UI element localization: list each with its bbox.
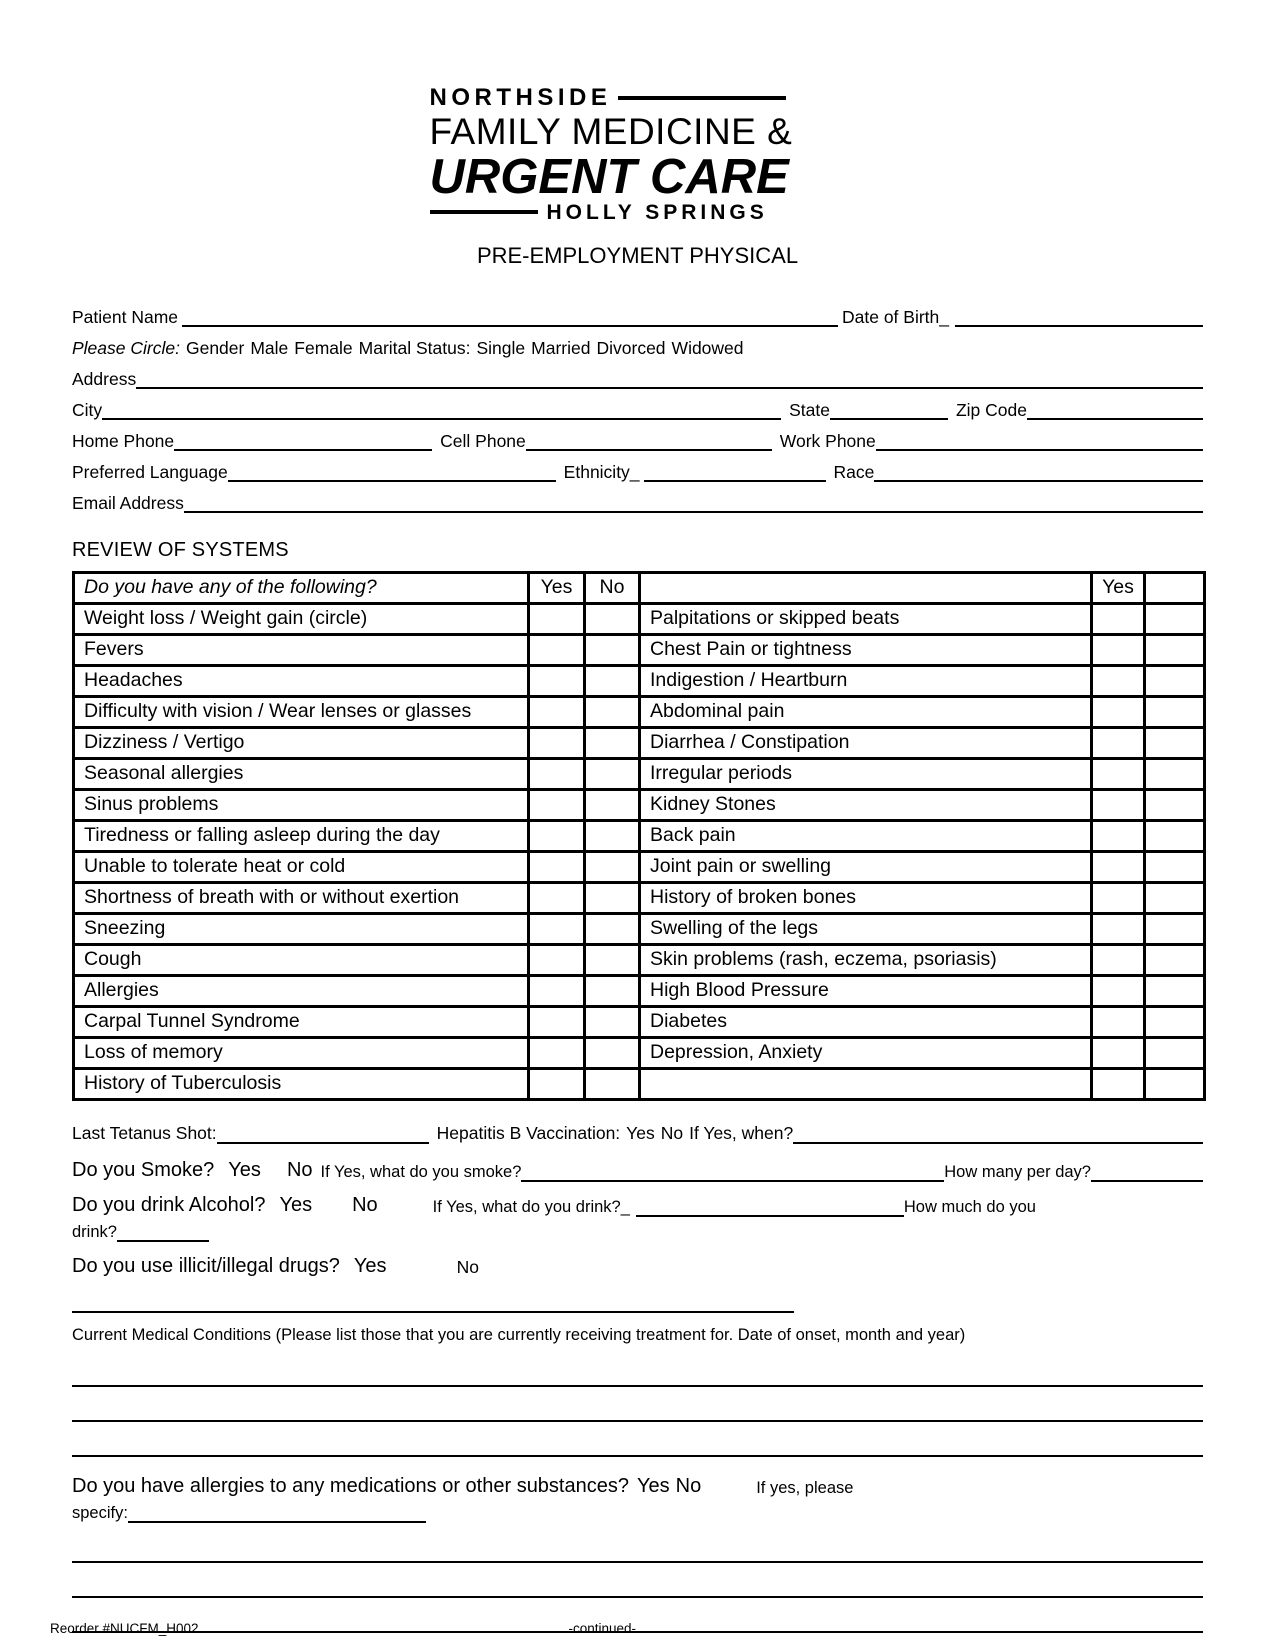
- ros-row: [74, 1037, 1205, 1068]
- review-of-systems-heading: REVIEW OF SYSTEMS: [72, 538, 289, 561]
- ros-row: [74, 1068, 1205, 1099]
- allergy-if-yes-label: If yes, please: [756, 1478, 854, 1497]
- patient-info-section: [72, 307, 1203, 513]
- symptom-label-left: Fevers: [74, 634, 529, 665]
- alcohol-question: Do you drink Alcohol?: [72, 1193, 266, 1216]
- symptom-label-left: Loss of memory: [74, 1037, 529, 1068]
- yes-cell-left[interactable]: [529, 634, 585, 665]
- notes-line-1[interactable]: [72, 1561, 1203, 1563]
- drugs-question: Do you use illicit/illegal drugs?: [72, 1254, 340, 1277]
- zip-label: Zip Code: [955, 399, 1027, 420]
- circle-options-row: [72, 338, 1203, 358]
- dob-field[interactable]: [955, 310, 1203, 327]
- symptom-label-left: Cough: [74, 944, 529, 975]
- symptom-label-right: Back pain: [640, 820, 1092, 851]
- hepatitis-when-label: If Yes, when?: [689, 1122, 794, 1143]
- patient-name-label: Patient Name: [72, 306, 179, 327]
- email-label: Email Address: [72, 492, 184, 513]
- drugs-no-option[interactable]: No: [456, 1256, 479, 1277]
- hepatitis-label: Hepatitis B Vaccination:: [436, 1122, 621, 1143]
- yes-cell-right[interactable]: [1092, 975, 1145, 1006]
- mark-cell-right[interactable]: [1145, 727, 1205, 758]
- symptom-label-right: Swelling of the legs: [640, 913, 1092, 944]
- address-field[interactable]: [136, 372, 1203, 389]
- patient-name-row: [72, 307, 1203, 327]
- yes-cell-right[interactable]: [1092, 820, 1145, 851]
- symptom-label-right: High Blood Pressure: [640, 975, 1092, 1006]
- ros-row: [74, 665, 1205, 696]
- no-cell-left[interactable]: [585, 944, 640, 975]
- symptom-label-left: Headaches: [74, 665, 529, 696]
- no-cell-left[interactable]: [585, 851, 640, 882]
- work-phone-field[interactable]: [876, 434, 1203, 451]
- no-cell-left[interactable]: [585, 603, 640, 634]
- ros-header-yes-right: Yes: [1092, 572, 1145, 603]
- preferred-language-label: Preferred Language: [72, 461, 228, 482]
- home-phone-label: Home Phone: [72, 430, 175, 451]
- ros-header-yes-left: Yes: [529, 572, 585, 603]
- alcohol-what-label: If Yes, what do you drink?_: [432, 1197, 630, 1216]
- conditions-line-2[interactable]: [72, 1420, 1203, 1422]
- smoke-yes-option[interactable]: Yes: [228, 1158, 261, 1181]
- ros-row: [74, 634, 1205, 665]
- yes-cell-left[interactable]: [529, 820, 585, 851]
- smoke-what-label: If Yes, what do you smoke?: [320, 1162, 522, 1181]
- yes-cell-right[interactable]: [1092, 1068, 1145, 1099]
- symptom-label-left: Difficulty with vision / Wear lenses or glasses: [74, 696, 529, 727]
- gender-label: Gender: [185, 337, 245, 358]
- ros-header-blank-right: [1145, 572, 1205, 603]
- symptom-label-right: Indigestion / Heartburn: [640, 665, 1092, 696]
- mark-cell-right[interactable]: [1145, 1006, 1205, 1037]
- gender-option-male[interactable]: Male: [250, 337, 289, 358]
- symptom-label-right: Skin problems (rash, eczema, psoriasis): [640, 944, 1092, 975]
- yes-cell-left[interactable]: [529, 851, 585, 882]
- marital-status-label: Marital Status:: [358, 337, 471, 358]
- yes-cell-left[interactable]: [529, 1068, 585, 1099]
- yes-cell-right[interactable]: [1092, 913, 1145, 944]
- ros-row: [74, 882, 1205, 913]
- mark-cell-right[interactable]: [1145, 789, 1205, 820]
- no-cell-left[interactable]: [585, 975, 640, 1006]
- logo-family-medicine: FAMILY MEDICINE &: [429, 111, 793, 152]
- symptom-label-right: Abdominal pain: [640, 696, 1092, 727]
- address-row: [72, 369, 1203, 389]
- alcohol-drink-wrap-label: drink?: [72, 1222, 117, 1241]
- yes-cell-right[interactable]: [1092, 1006, 1145, 1037]
- alcohol-yes-option[interactable]: Yes: [279, 1193, 313, 1216]
- ethnicity-field[interactable]: [644, 465, 826, 482]
- state-field[interactable]: [830, 403, 948, 420]
- symptom-label-right: [640, 1068, 1092, 1099]
- yes-cell-right[interactable]: [1092, 634, 1145, 665]
- continued-note: -continued-: [568, 1621, 637, 1636]
- alcohol-what-field[interactable]: [636, 1200, 904, 1217]
- mark-cell-right[interactable]: [1145, 851, 1205, 882]
- race-label: Race: [833, 461, 875, 482]
- ros-row: [74, 758, 1205, 789]
- logo-top-row: [430, 86, 786, 110]
- yes-cell-left[interactable]: [529, 758, 585, 789]
- smoke-how-many-field[interactable]: [1091, 1165, 1203, 1182]
- dob-label: Date of Birth_: [842, 306, 949, 327]
- yes-cell-right[interactable]: [1092, 727, 1145, 758]
- symptom-label-left: Sneezing: [74, 913, 529, 944]
- logo-urgent-care: URGENT CARE: [429, 149, 789, 204]
- no-cell-left[interactable]: [585, 758, 640, 789]
- mark-cell-right[interactable]: [1145, 1037, 1205, 1068]
- symptom-label-right: Joint pain or swelling: [640, 851, 1092, 882]
- yes-cell-right[interactable]: [1092, 882, 1145, 913]
- ros-header-row: [74, 572, 1205, 603]
- city-state-zip-row: [72, 400, 1203, 420]
- tetanus-label: Last Tetanus Shot:: [72, 1122, 217, 1143]
- logo-northside: NORTHSIDE: [429, 84, 612, 111]
- drugs-detail-line[interactable]: [72, 1311, 794, 1313]
- mark-cell-right[interactable]: [1145, 665, 1205, 696]
- logo-rule-right: [618, 96, 785, 100]
- smoke-row: [72, 1159, 1203, 1182]
- symptom-label-left: Tiredness or falling asleep during the day: [74, 820, 529, 851]
- allergy-row: [72, 1475, 1203, 1498]
- symptom-label-right: Palpitations or skipped beats: [640, 603, 1092, 634]
- ros-row: [74, 820, 1205, 851]
- yes-cell-left[interactable]: [529, 882, 585, 913]
- mark-cell-right[interactable]: [1145, 696, 1205, 727]
- ethnicity-label: Ethnicity_: [563, 461, 640, 482]
- allergy-question: Do you have allergies to any medications or other substances?: [72, 1474, 629, 1497]
- no-cell-left[interactable]: [585, 1068, 640, 1099]
- alcohol-no-option[interactable]: No: [352, 1193, 378, 1216]
- marital-option-divorced[interactable]: Divorced: [596, 337, 666, 358]
- yes-cell-right[interactable]: [1092, 758, 1145, 789]
- zip-field[interactable]: [1027, 403, 1203, 420]
- email-field[interactable]: [184, 496, 1203, 513]
- city-label: City: [72, 399, 103, 420]
- alcohol-row: [72, 1194, 1203, 1217]
- clinic-logo: [429, 84, 793, 224]
- logo-holly-springs: HOLLY SPRINGS: [546, 200, 768, 224]
- ros-row: [74, 603, 1205, 634]
- yes-cell-left[interactable]: [529, 1006, 585, 1037]
- symptom-label-right: Kidney Stones: [640, 789, 1092, 820]
- ros-header-blank: [640, 572, 1092, 603]
- symptom-label-left: Dizziness / Vertigo: [74, 727, 529, 758]
- symptom-label-left: Seasonal allergies: [74, 758, 529, 789]
- alcohol-how-much-field[interactable]: [117, 1225, 209, 1242]
- drugs-row: [72, 1255, 1203, 1278]
- ros-row: [74, 727, 1205, 758]
- preferred-language-field[interactable]: [228, 465, 556, 482]
- conditions-line-1[interactable]: [72, 1385, 1203, 1387]
- mark-cell-right[interactable]: [1145, 975, 1205, 1006]
- mark-cell-right[interactable]: [1145, 820, 1205, 851]
- no-cell-left[interactable]: [585, 634, 640, 665]
- yes-cell-left[interactable]: [529, 1037, 585, 1068]
- mark-cell-right[interactable]: [1145, 944, 1205, 975]
- home-phone-field[interactable]: [174, 434, 432, 451]
- mark-cell-right[interactable]: [1145, 634, 1205, 665]
- no-cell-left[interactable]: [585, 1006, 640, 1037]
- no-cell-left[interactable]: [585, 882, 640, 913]
- symptom-label-left: Shortness of breath with or without exertion: [74, 882, 529, 913]
- symptom-label-left: Carpal Tunnel Syndrome: [74, 1006, 529, 1037]
- ros-row: [74, 789, 1205, 820]
- no-cell-left[interactable]: [585, 1037, 640, 1068]
- city-field[interactable]: [102, 403, 781, 420]
- ros-header-question: Do you have any of the following?: [74, 572, 529, 603]
- symptom-label-right: Irregular periods: [640, 758, 1092, 789]
- no-cell-left[interactable]: [585, 665, 640, 696]
- yes-cell-left[interactable]: [529, 603, 585, 634]
- marital-option-single[interactable]: Single: [476, 337, 526, 358]
- smoke-what-field[interactable]: [521, 1165, 944, 1182]
- symptom-label-left: Sinus problems: [74, 789, 529, 820]
- ros-row: [74, 944, 1205, 975]
- yes-cell-right[interactable]: [1092, 851, 1145, 882]
- ros-row: [74, 851, 1205, 882]
- no-cell-left[interactable]: [585, 913, 640, 944]
- ros-row: [74, 1006, 1205, 1037]
- allergy-specify-label: specify:: [72, 1503, 128, 1522]
- yes-cell-left[interactable]: [529, 913, 585, 944]
- review-of-systems-table: [72, 571, 1206, 1101]
- yes-cell-left[interactable]: [529, 975, 585, 1006]
- hepatitis-no-option[interactable]: No: [660, 1122, 684, 1143]
- mark-cell-right[interactable]: [1145, 758, 1205, 789]
- no-cell-left[interactable]: [585, 727, 640, 758]
- yes-cell-right[interactable]: [1092, 665, 1145, 696]
- symptom-label-left: Allergies: [74, 975, 529, 1006]
- patient-name-field[interactable]: [182, 310, 838, 327]
- no-cell-left[interactable]: [585, 696, 640, 727]
- yes-cell-left[interactable]: [529, 944, 585, 975]
- ros-row: [74, 975, 1205, 1006]
- cell-phone-field[interactable]: [526, 434, 772, 451]
- gender-option-female[interactable]: Female: [294, 337, 353, 358]
- alcohol-how-much-label: How much do you: [903, 1197, 1036, 1216]
- symptom-label-left: Weight loss / Weight gain (circle): [74, 603, 529, 634]
- form-title: PRE-EMPLOYMENT PHYSICAL: [476, 242, 799, 268]
- symptom-label-right: Chest Pain or tightness: [640, 634, 1092, 665]
- smoke-how-many-label: How many per day?: [944, 1162, 1091, 1181]
- allergy-yes-option[interactable]: Yes: [636, 1474, 670, 1497]
- logo-bottom-row: [430, 202, 786, 223]
- no-cell-left[interactable]: [585, 789, 640, 820]
- mark-cell-right[interactable]: [1145, 882, 1205, 913]
- symptom-label-right: History of broken bones: [640, 882, 1092, 913]
- tetanus-date-field[interactable]: [217, 1127, 429, 1144]
- address-label: Address: [72, 368, 137, 389]
- yes-cell-right[interactable]: [1092, 603, 1145, 634]
- mark-cell-right[interactable]: [1145, 1068, 1205, 1099]
- symptom-label-left: Unable to tolerate heat or cold: [74, 851, 529, 882]
- yes-cell-left[interactable]: [529, 727, 585, 758]
- notes-line-2[interactable]: [72, 1596, 1203, 1598]
- please-circle-label: Please Circle:: [72, 337, 180, 358]
- alcohol-wrap-row: [72, 1223, 1203, 1242]
- ros-row: [74, 696, 1205, 727]
- yes-cell-right[interactable]: [1092, 789, 1145, 820]
- tetanus-hepatitis-row: [72, 1123, 1203, 1144]
- smoke-no-option[interactable]: No: [286, 1158, 313, 1181]
- logo-rule-left: [430, 210, 538, 214]
- reorder-number: Reorder #NUCFM_H002: [50, 1621, 199, 1636]
- phones-row: [72, 431, 1203, 451]
- yes-cell-left[interactable]: [529, 789, 585, 820]
- conditions-label: Current Medical Conditions (Please list those that you are currently receiving treatment for. Date of onset, month and year): [72, 1325, 966, 1344]
- yes-cell-right[interactable]: [1092, 944, 1145, 975]
- email-row: [72, 493, 1203, 513]
- smoke-question: Do you Smoke?: [72, 1158, 215, 1181]
- yes-cell-left[interactable]: [529, 665, 585, 696]
- allergy-no-option[interactable]: No: [675, 1474, 702, 1497]
- symptom-label-right: Diarrhea / Constipation: [640, 727, 1092, 758]
- marital-option-married[interactable]: Married: [531, 337, 591, 358]
- ros-row: [74, 913, 1205, 944]
- yes-cell-right[interactable]: [1092, 696, 1145, 727]
- conditions-line-3[interactable]: [72, 1455, 1203, 1457]
- language-ethnicity-race-row: [72, 462, 1203, 482]
- hepatitis-yes-option[interactable]: Yes: [626, 1122, 655, 1143]
- symptom-label-left: History of Tuberculosis: [74, 1068, 529, 1099]
- cell-phone-label: Cell Phone: [440, 430, 526, 451]
- allergy-specify-field[interactable]: [128, 1506, 426, 1523]
- allergy-specify-row: [72, 1504, 1203, 1523]
- symptom-label-right: Diabetes: [640, 1006, 1092, 1037]
- race-field[interactable]: [874, 465, 1203, 482]
- marital-option-widowed[interactable]: Widowed: [671, 337, 744, 358]
- no-cell-left[interactable]: [585, 820, 640, 851]
- ros-header-no-left: No: [585, 572, 640, 603]
- state-label: State: [789, 399, 830, 420]
- drugs-yes-option[interactable]: Yes: [353, 1254, 387, 1277]
- mark-cell-right[interactable]: [1145, 913, 1205, 944]
- hepatitis-when-field[interactable]: [793, 1127, 1203, 1144]
- symptom-label-right: Depression, Anxiety: [640, 1037, 1092, 1068]
- page-footer: [50, 1621, 1225, 1636]
- yes-cell-left[interactable]: [529, 696, 585, 727]
- work-phone-label: Work Phone: [779, 430, 876, 451]
- mark-cell-right[interactable]: [1145, 603, 1205, 634]
- yes-cell-right[interactable]: [1092, 1037, 1145, 1068]
